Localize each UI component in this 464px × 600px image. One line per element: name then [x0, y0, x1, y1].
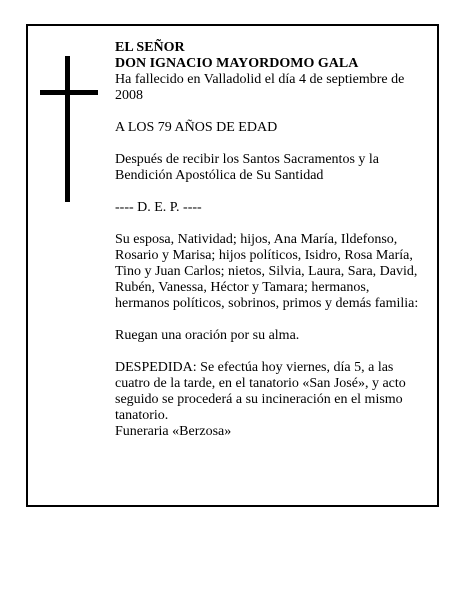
death-notice: Ha fallecido en Valladolid el día 4 de septiembre de 2008	[115, 72, 405, 103]
obituary-text	[115, 40, 420, 440]
obituary-notice	[26, 24, 439, 507]
deceased-name: DON IGNACIO MAYORDOMO GALA	[115, 56, 359, 71]
title-line: EL SEÑOR	[115, 40, 185, 55]
cross-icon	[40, 56, 98, 202]
funeral-home: Funeraria «Berzosa»	[115, 424, 232, 439]
rip-line: ---- D. E. P. ----	[115, 200, 202, 215]
cross-vertical-bar	[65, 56, 70, 202]
sacraments-line: Después de recibir los Santos Sacramentos y la Bendición Apostólica de Su Santidad	[115, 152, 379, 183]
farewell-details: DESPEDIDA: Se efectúa hoy viernes, día 5, a las cuatro de la tarde, en el tanatorio «San José», y acto seguido se procederá a su incineración en el mismo tanatorio.	[115, 360, 406, 423]
family-list: Su esposa, Natividad; hijos, Ana María, Ildefonso, Rosario y Marisa; hijos políticos, Isidro, Rosa María, Tino y Juan Carlos; nietos, Silvia, Laura, Sara, David, Rubén, Vanessa, Héctor y Tamara; hermanos, hermanos políticos, sobrinos, primos y demás familia:	[115, 232, 419, 311]
age-line: A LOS 79 AÑOS DE EDAD	[115, 120, 278, 135]
prayer-line: Ruegan una oración por su alma.	[115, 328, 300, 343]
cross-horizontal-bar	[40, 90, 98, 95]
